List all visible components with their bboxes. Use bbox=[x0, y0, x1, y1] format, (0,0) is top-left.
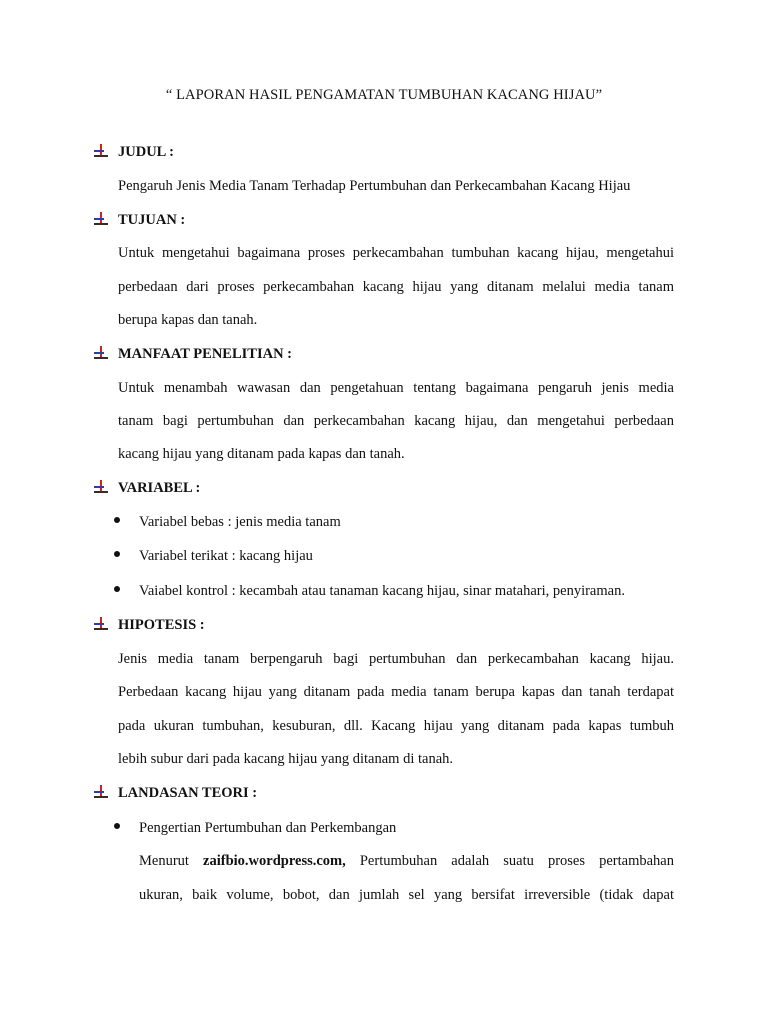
heading-label: MANFAAT PENELITIAN : bbox=[118, 346, 293, 362]
para-rest: Pertumbuhan adalah suatu proses pertambahan bbox=[345, 853, 674, 869]
bullet-marker-icon bbox=[92, 144, 110, 158]
bullet-marker-icon bbox=[92, 480, 110, 494]
bullet-dot-icon bbox=[114, 586, 120, 592]
para-prefix: Menurut bbox=[139, 853, 204, 869]
heading-label: LANDASAN TEORI : bbox=[118, 785, 258, 801]
bullet-marker-icon bbox=[92, 785, 110, 799]
list-item-text: Vaiabel kontrol : kecambah atau tanaman kacang hijau, sinar matahari, penyiraman. bbox=[139, 583, 625, 599]
manfaat-line-3: kacang hijau yang ditanam pada kapas dan tanah. bbox=[118, 446, 405, 462]
document-title: “ LAPORAN HASIL PENGAMATAN TUMBUHAN KACANG HIJAU” bbox=[165, 87, 603, 103]
section-heading-tujuan bbox=[92, 211, 185, 229]
manfaat-line-1: Untuk menambah wawasan dan pengetahuan tentang bagaimana pengaruh jenis media bbox=[118, 380, 674, 396]
list-item-text: Variabel bebas : jenis media tanam bbox=[139, 514, 341, 530]
bullet-marker-icon bbox=[92, 617, 110, 631]
list-item-text: Pengertian Pertumbuhan dan Perkembangan bbox=[139, 820, 397, 836]
section-heading-variabel bbox=[92, 479, 200, 497]
tujuan-line-1: Untuk mengetahui bagaimana proses perkecambahan tumbuhan kacang hijau, mengetahui bbox=[118, 245, 674, 261]
landasan-para-line-2: ukuran, baik volume, bobot, dan jumlah sel yang bersifat irreversible (tidak dapat bbox=[139, 887, 674, 903]
hipotesis-line-4: lebih subur dari pada kacang hijau yang ditanam di tanah. bbox=[118, 751, 454, 767]
section-heading-judul bbox=[92, 143, 174, 161]
list-item bbox=[114, 582, 625, 600]
heading-label: TUJUAN : bbox=[118, 212, 186, 228]
section-heading-landasan bbox=[92, 784, 257, 802]
judul-text: Pengaruh Jenis Media Tanam Terhadap Pertumbuhan dan Perkecambahan Kacang Hijau bbox=[118, 178, 631, 194]
section-heading-hipotesis bbox=[92, 616, 205, 634]
bullet-dot-icon bbox=[114, 551, 120, 557]
manfaat-line-2: tanam bagi pertumbuhan dan perkecambahan kacang hijau, dan mengetahui perbedaan bbox=[118, 413, 674, 429]
list-item bbox=[114, 819, 396, 837]
heading-label: VARIABEL : bbox=[118, 480, 201, 496]
list-item bbox=[114, 547, 313, 565]
tujuan-line-2: perbedaan dari proses perkecambahan kacang hijau yang ditanam melalui media tanam bbox=[118, 279, 674, 295]
landasan-para-line-1 bbox=[139, 852, 674, 870]
section-heading-manfaat bbox=[92, 345, 292, 363]
heading-label: HIPOTESIS : bbox=[118, 617, 205, 633]
bullet-dot-icon bbox=[114, 517, 120, 523]
bullet-dot-icon bbox=[114, 823, 120, 829]
hipotesis-line-3: pada ukuran tumbuhan, kesuburan, dll. Kacang hijau yang ditanam pada kapas tumbuh bbox=[118, 718, 674, 734]
list-item bbox=[114, 513, 341, 531]
bullet-marker-icon bbox=[92, 212, 110, 226]
source-reference: zaifbio.wordpress.com, bbox=[203, 853, 346, 869]
hipotesis-line-1: Jenis media tanam berpengaruh bagi pertumbuhan dan perkecambahan kacang hijau. bbox=[118, 651, 674, 667]
bullet-marker-icon bbox=[92, 346, 110, 360]
hipotesis-line-2: Perbedaan kacang hijau yang ditanam pada media tanam berupa kapas dan tanah terdapat bbox=[118, 684, 674, 700]
list-item-text: Variabel terikat : kacang hijau bbox=[139, 548, 313, 564]
tujuan-line-3: berupa kapas dan tanah. bbox=[118, 312, 258, 328]
heading-label: JUDUL : bbox=[118, 144, 174, 160]
